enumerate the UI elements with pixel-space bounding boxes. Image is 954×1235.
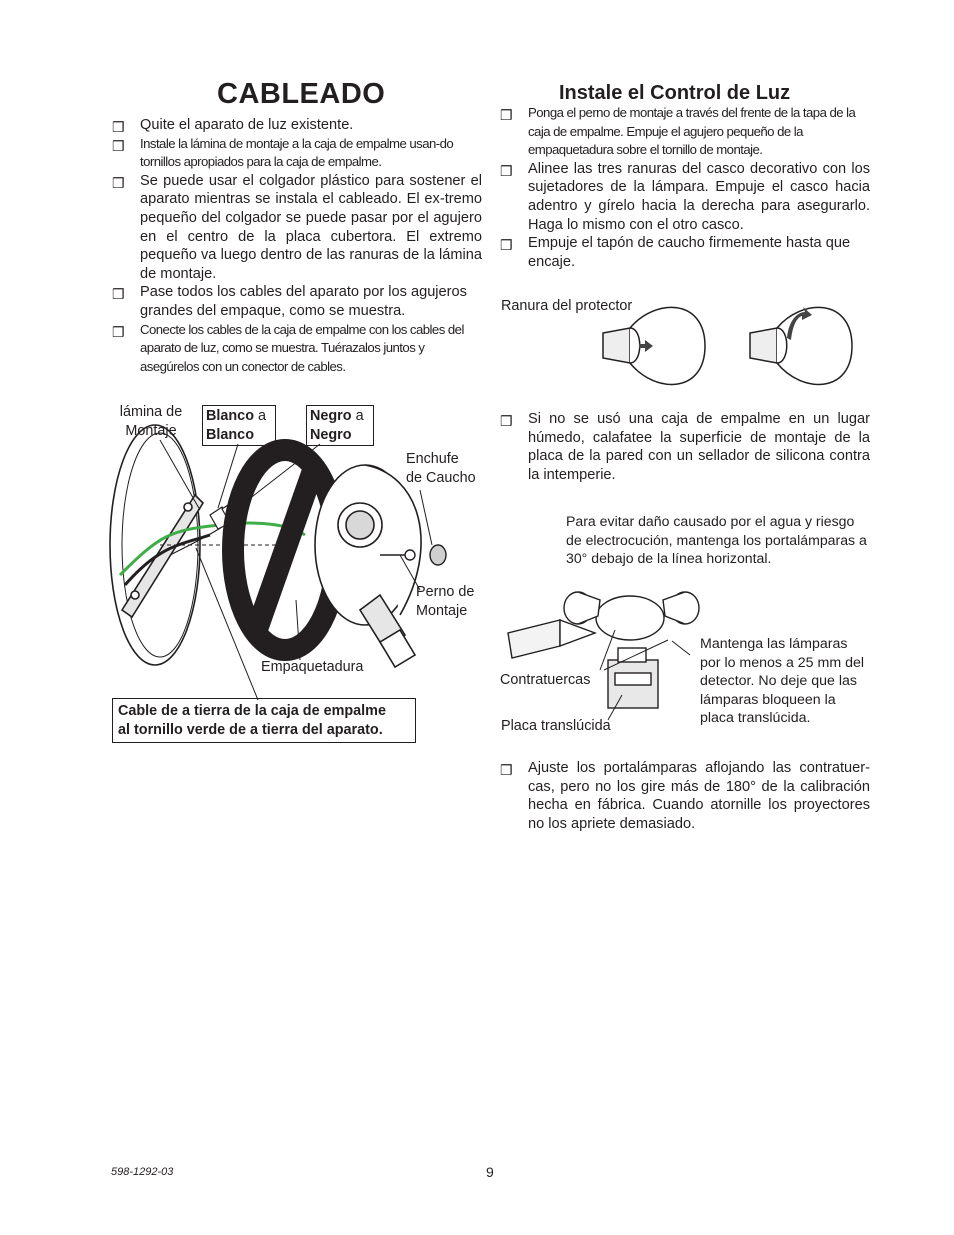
caulk-step-list: [500, 410, 870, 484]
list-item: ❒ Empuje el tapón de caucho firmemente hasta que encaje.: [500, 235, 851, 270]
lamp-distance-note: Mantenga las lámparas por lo menos a 25 mm del detector. No deje que las lámparas bloqueen la placa translúcida.: [700, 636, 865, 727]
ground-wire-note: Cable de a tierra de la caja de empalme al tornillo verde de a tierra del aparato.: [112, 698, 416, 743]
lamp-leader-lines: [560, 615, 720, 725]
mounting-plate-label: lámina de Montaje: [119, 404, 183, 439]
checkbox-icon: ❒: [500, 237, 513, 254]
list-item: ❒ Alinee las tres ranuras del casco decorativo con los sujetadores de la lámpara. Empuje el casco hacia adentro y gírelo hacia la derecha para asegurarlo. Haga lo mismo con el otro casco.: [500, 160, 870, 233]
checkbox-icon: ❒: [112, 174, 125, 191]
list-item: ❒ Ajuste los portalámparas aflojando las contratuer-cas, pero no los gire más de 180° de la calibración hecha en fábrica. Cuando atornille los proyectores no los apriete demasiado.: [500, 760, 870, 832]
locknuts-label: Contratuercas: [500, 672, 591, 688]
page-number: 9: [486, 1164, 494, 1180]
checkbox-icon: ❒: [112, 323, 125, 340]
section-title-cableado: CABLEADO: [217, 78, 386, 110]
checkbox-icon: ❒: [500, 413, 513, 429]
light-beam-illustration: [508, 620, 560, 658]
shield-illustration: [595, 298, 865, 398]
shield-right-illustration: [750, 307, 852, 384]
list-item: ❒ Instale la lámina de montaje a la caja de empalme usan-do tornillos apropiados para la caja de empalme.: [112, 135, 454, 170]
black-to-black-label: Negro a Negro: [306, 405, 374, 446]
list-item: ❒ Si no se usó una caja de empalme en un lugar húmedo, calafatee la superficie de montaje de la placa de la pared con un sellador de silicona contra la intemperie.: [500, 411, 870, 483]
shield-slot-label: Ranura del protector: [501, 298, 633, 314]
checkbox-icon: ❒: [500, 162, 513, 179]
list-item: ❒ Conecte los cables de la caja de empalme con los cables del aparato de luz, como se muestra. Tuérazalos juntos y asegúrelos con un conector de cables.: [112, 321, 464, 374]
checkbox-icon: ❒: [112, 137, 125, 154]
install-steps-list: [500, 104, 870, 271]
shield-left-illustration: [603, 307, 705, 384]
document-number: 598-1292-03: [111, 1166, 174, 1178]
checkbox-icon: ❒: [112, 119, 125, 135]
list-item: ❒ Quite el aparato de luz existente.: [112, 117, 354, 135]
mounting-bolt-label: Perno de Montaje: [416, 584, 475, 619]
gasket-label: Empaquetadura: [261, 659, 364, 675]
checkbox-icon: ❒: [500, 107, 513, 123]
checkbox-icon: ❒: [112, 286, 125, 303]
section-title-instale: Instale el Control de Luz: [559, 82, 791, 104]
checkbox-icon: ❒: [500, 762, 513, 778]
rubber-plug-label: Enchufe de Caucho: [406, 451, 476, 486]
caution-note: Para evitar daño causado por el agua y riesgo de electrocución, mantenga los portalámparas a 30° debajo de la línea horizontal.: [566, 513, 867, 567]
white-to-white-label: Blanco a Blanco: [202, 405, 276, 446]
list-item: ❒ Ponga el perno de montaje a través del frente de la tapa de la caja de empalme. Empuje el agujero pequeño de la empaquetadura sobre el tornillo de montaje.: [500, 105, 856, 158]
adjust-step-list: [500, 759, 870, 833]
list-item: ❒ Se puede usar el colgador plástico para sostener el aparato mientras se instala el cableado. El ex-tremo pequeño del colgador se puede pasar por el agujero en el centro de la placa cubertora. El extremo pequeño va luego dentro de las ranuras de la lámina de montaje.: [112, 172, 482, 282]
list-item: ❒ Pase todos los cables del aparato por los agujeros grandes del empaque, como se muestra.: [112, 284, 467, 319]
translucent-plate-label: Placa translúcida: [501, 718, 611, 734]
